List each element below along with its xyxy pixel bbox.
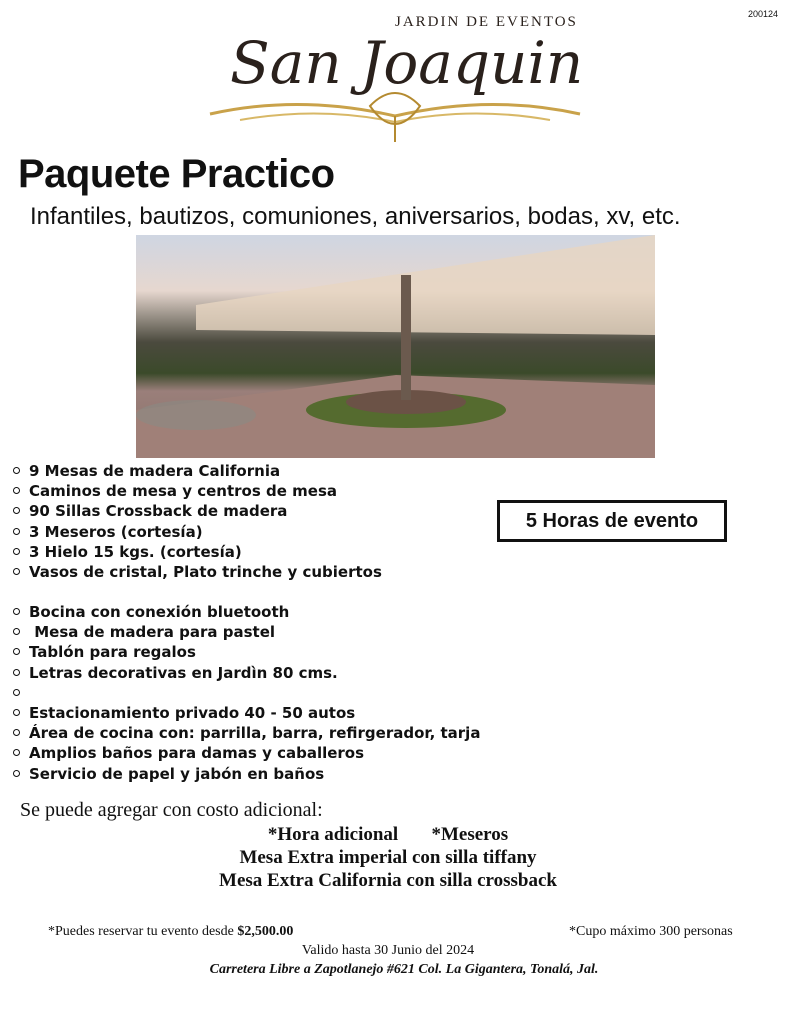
validity-note: Valido hasta 30 Junio del 2024 [301, 943, 475, 958]
additional-heading: Se puede agregar con costo adicional: [20, 799, 323, 821]
list-item: Servicio de papel y jabón en baños [10, 764, 480, 784]
list-item [10, 683, 480, 703]
logo-name: San Joaquin [230, 29, 584, 97]
document-code: 200124 [748, 9, 779, 19]
additional-line: Mesa Extra imperial con silla tiffany [239, 847, 537, 868]
reserve-note [48, 924, 293, 940]
list-item: Amplios baños para damas y caballeros [10, 743, 480, 763]
reserve-text: *Puedes reservar tu evento desde [48, 924, 238, 939]
address: Carretera Libre a Zapotlanejo #621 Col. La Gigantera, Tonalá, Jal. [209, 962, 599, 977]
ornament-icon [200, 80, 590, 146]
logo-tagline: JARDIN DE EVENTOS [395, 14, 578, 30]
page-title: Paquete Practico [18, 152, 335, 196]
logo [200, 14, 590, 146]
reserve-price: $2,500.00 [237, 924, 294, 939]
list-item: 3 Hielo 15 kgs. (cortesía) [10, 542, 382, 562]
list-item: Vasos de cristal, Plato trinche y cubiertos [10, 562, 382, 582]
list-item: Tablón para regalos [10, 642, 480, 662]
additional-line: *Hora adicional *Meseros [267, 824, 509, 845]
list-item: Mesa de madera para pastel [10, 622, 480, 642]
list-item: 90 Sillas Crossback de madera [10, 501, 382, 521]
capacity-note: *Cupo máximo 300 personas [569, 924, 733, 939]
list-item: Caminos de mesa y centros de mesa [10, 481, 382, 501]
additional-line: Mesa Extra California con silla crossback [219, 870, 557, 891]
list-item: 3 Meseros (cortesía) [10, 522, 382, 542]
included-items-list [10, 461, 382, 582]
subtitle: Infantiles, bautizos, comuniones, aniversarios, bodas, xv, etc. [30, 203, 681, 230]
amenities-list [10, 602, 480, 784]
hours-badge: 5 Horas de evento [497, 500, 727, 542]
list-item: Bocina con conexión bluetooth [10, 602, 480, 622]
list-item: Área de cocina con: parrilla, barra, refirgerador, tarja [10, 723, 480, 743]
list-item: 9 Mesas de madera California [10, 461, 382, 481]
list-item: Letras decorativas en Jardìn 80 cms. [10, 663, 480, 683]
list-item: Estacionamiento privado 40 - 50 autos [10, 703, 480, 723]
venue-photo [136, 235, 655, 458]
